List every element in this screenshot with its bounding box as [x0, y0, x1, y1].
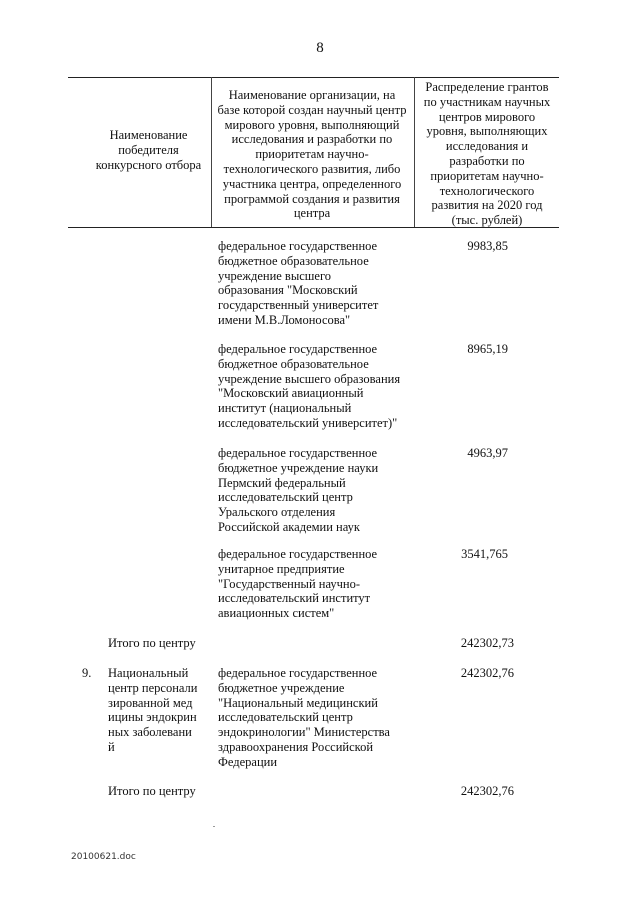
header-winner: Наименование победителя конкурсного отбора	[95, 128, 202, 172]
table-header-top-border	[68, 77, 559, 78]
total-2-amount: 242302,76	[460, 784, 514, 798]
table-header-divider-2	[414, 77, 415, 227]
table-row-3-amount: 4963,97	[467, 446, 508, 460]
table-row-1-amount: 9983,85	[467, 239, 508, 253]
total-2-label: Итого по центру	[108, 784, 196, 798]
table-header-divider-1	[211, 77, 212, 227]
footer-filename: 20100621.doc	[71, 852, 136, 862]
header-organization: Наименование организации, на базе которой создан научный центр мирового уровня, выполняющий исследования и разработки по приоритетам научно-технологического развития, либо участника центра, определенного программой создания и развития центра	[217, 88, 407, 221]
center-9-amount: 242302,76	[460, 666, 514, 680]
total-1-amount: 242302,73	[460, 636, 514, 650]
page-number: 8	[316, 40, 324, 56]
table-row-4-amount: 3541,765	[461, 547, 508, 561]
total-1-label: Итого по центру	[108, 636, 196, 650]
table-row-3-organization: федеральное государственное бюджетное учреждение науки Пермский федеральный исследовательский центр Уральского отделения Российской академии наук	[218, 446, 379, 534]
table-row-2-amount: 8965,19	[467, 342, 508, 356]
scan-speck	[213, 826, 215, 827]
center-9-organization: федеральное государственное бюджетное учреждение "Национальный медицинский исследовательский центр эндокринологии" Министерства здравоохранения Российской Федерации	[218, 666, 390, 769]
header-grant: Распределение грантов по участникам научных центров мирового уровня, выполняющих исследования и разработки по приоритетам научно-технологического развития на 2020 год (тыс. рублей)	[423, 80, 551, 228]
table-row-4-organization: федеральное государственное унитарное предприятие "Государственный научно-исследовательский институт авиационных систем"	[218, 547, 378, 621]
table-row-2-organization: федеральное государственное бюджетное образовательное учреждение высшего образования "Московский авиационный институт (национальный исследовательский университет)"	[218, 342, 401, 430]
table-row-1-organization: федеральное государственное бюджетное образовательное учреждение высшего образования "Московский государственный университет имени М.В.Ломоносова"	[218, 239, 379, 327]
center-9-winner: Национальный центр персонализированной медицины эндокринных заболеваний	[108, 666, 198, 754]
center-9-number: 9.	[82, 666, 92, 680]
